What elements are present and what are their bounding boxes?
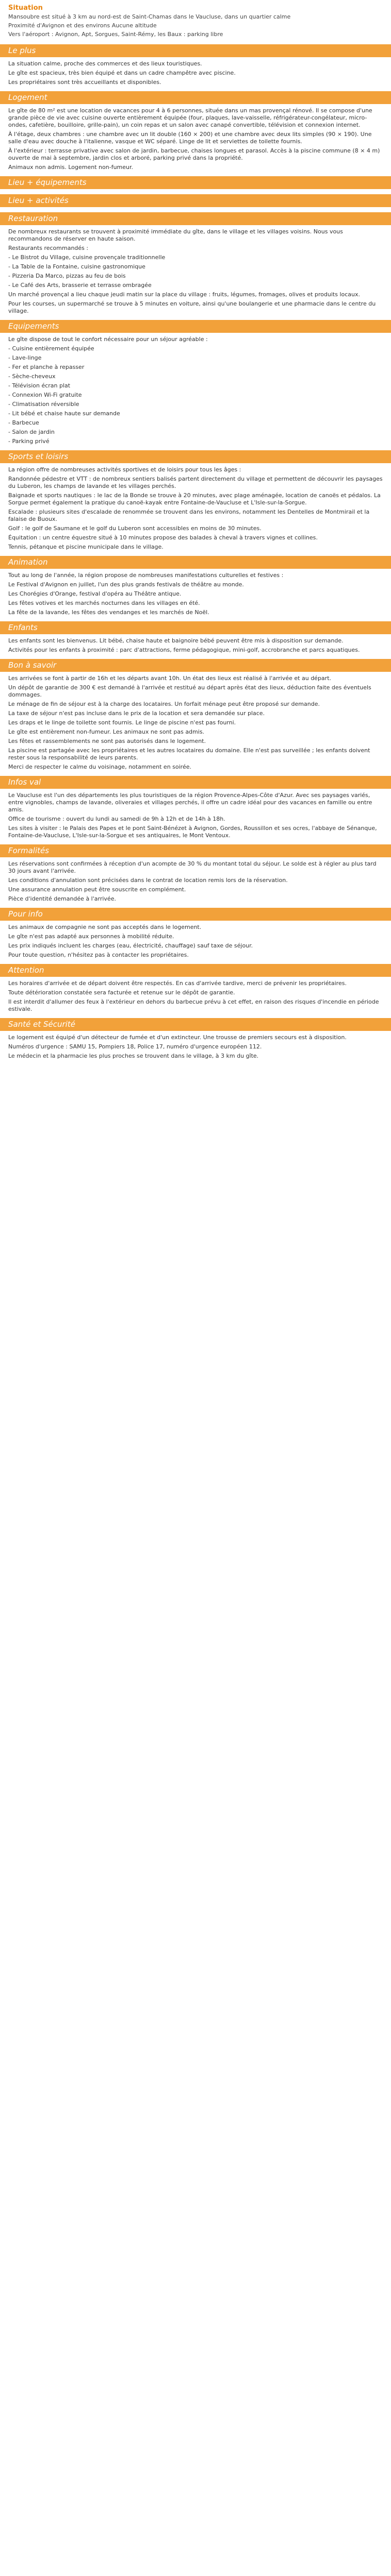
section-body — [0, 860, 391, 903]
section-paragraph: Un dépôt de garantie de 300 € est demandé à l'arrivée et restitué au départ après état des lieux, déduction faite des éventuels dommages. — [8, 684, 371, 698]
section-paragraph: Les fêtes et rassemblements ne sont pas autorisés dans le logement. — [8, 738, 206, 744]
section-paragraph: Numéros d'urgence : SAMU 15, Pompiers 18, Police 17, numéro d'urgence européen 112. — [8, 1043, 262, 1050]
section-paragraph: Le gîte est spacieux, très bien équipé et dans un cadre champêtre avec piscine. — [8, 70, 236, 76]
section-paragraph: Les draps et le linge de toilette sont fournis. Le linge de piscine n'est pas fourni. — [8, 719, 236, 726]
section-paragraph: Les Chorégies d'Orange, festival d'opéra au Théâtre antique. — [8, 590, 182, 597]
section-paragraph: - Télévision écran plat — [8, 382, 71, 389]
section-paragraph: Tout au long de l'année, la région propose de nombreuses manifestations culturelles et festives : — [8, 572, 284, 579]
section-paragraph: - Lave-linge — [8, 354, 42, 361]
section-body — [0, 572, 391, 616]
section-paragraph: Merci de respecter le calme du voisinage, notamment en soirée. — [8, 764, 191, 770]
section-heading: Formalités — [0, 844, 391, 857]
section-paragraph: - Parking privé — [8, 438, 50, 445]
section-body — [0, 980, 391, 1013]
section-paragraph: La piscine est partagée avec les propriétaires et les autres locataires du domaine. Elle n'est pas surveillée ; les enfants doivent rester sous la responsabilité de leurs parents. — [8, 747, 370, 761]
section-paragraph: La fête de la lavande, les fêtes des vendanges et les marchés de Noël. — [8, 609, 209, 616]
section-paragraph: Le Festival d'Avignon en juillet, l'un des plus grands festivals de théâtre au monde. — [8, 581, 244, 588]
section-paragraph: Les prix indiqués incluent les charges (eau, électricité, chauffage) sauf taxe de séjour. — [8, 942, 253, 949]
section-paragraph: - Salon de jardin — [8, 429, 55, 435]
section-heading: Animation — [0, 556, 391, 569]
section-paragraph: Toute détérioration constatée sera facturée et retenue sur le dépôt de garantie. — [8, 989, 235, 996]
section-body — [0, 924, 391, 959]
section-paragraph: - Climatisation réversible — [8, 401, 79, 408]
intro-line: Proximité d'Avignon et des environs Aucune altitude — [8, 22, 157, 29]
section-paragraph: - Le Café des Arts, brasserie et terrasse ombragée — [8, 282, 152, 289]
section-paragraph: Le médecin et la pharmacie les plus proches se trouvent dans le village, à 3 km du gîte. — [8, 1053, 259, 1059]
section-paragraph: Restaurants recommandés : — [8, 245, 89, 251]
section-paragraph: Baignade et sports nautiques : le lac de la Bonde se trouve à 20 minutes, avec plage aménagée, location de canoës et pédalos. La Sorgue permet également la pratique du canoë-kayak entre Fontaine-de-Vaucluse et L'Isle-sur-la-Sorgue. — [8, 492, 381, 506]
section-paragraph: Équitation : un centre équestre situé à 10 minutes propose des balades à cheval à travers vignes et collines. — [8, 534, 318, 541]
section-paragraph: Les propriétaires sont très accueillants et disponibles. — [8, 79, 161, 86]
section-paragraph: Les animaux de compagnie ne sont pas acceptés dans le logement. — [8, 924, 202, 930]
section-paragraph: Pièce d'identité demandée à l'arrivée. — [8, 895, 116, 902]
section-paragraph: Pour toute question, n'hésitez pas à contacter les propriétaires. — [8, 952, 189, 958]
section-paragraph: À l'étage, deux chambres : une chambre avec un lit double (160 × 200) et une chambre avec deux lits simples (90 × 190). Une salle d'eau avec douche à l'italienne, vasque et WC séparé. Linge de lit et serviettes de toilette fournis. — [8, 131, 372, 145]
section-paragraph: Tennis, pétanque et piscine municipale dans le village. — [8, 544, 164, 550]
section-paragraph: Les horaires d'arrivée et de départ doivent être respectés. En cas d'arrivée tardive, merci de prévenir les propriétaires. — [8, 980, 347, 987]
section-heading: Attention — [0, 964, 391, 977]
section-heading: Restauration — [0, 212, 391, 225]
section-paragraph: La taxe de séjour n'est pas incluse dans le prix de la location et sera demandée sur place. — [8, 710, 265, 717]
section-paragraph: - Le Bistrot du Village, cuisine provençale traditionnelle — [8, 254, 166, 261]
section-paragraph: Le Vaucluse est l'un des départements les plus touristiques de la région Provence-Alpes-Côte d'Azur. Avec ses paysages variés, entre vignobles, champs de lavande, oliveraies et villages perchés, il offre un cadre idéal pour des vacances en famille ou entre amis. — [8, 792, 372, 813]
section-paragraph: Le gîte dispose de tout le confort nécessaire pour un séjour agréable : — [8, 336, 208, 343]
section-paragraph: - Pizzeria Da Marco, pizzas au feu de bois — [8, 273, 126, 279]
section-paragraph: Les sites à visiter : le Palais des Papes et le pont Saint-Bénézet à Avignon, Gordes, Roussillon et ses ocres, l'abbaye de Sénanque, Fontaine-de-Vaucluse, L'Isle-sur-la-Sorgue et ses antiquaires, le Mont Ventoux. — [8, 825, 377, 839]
section-body — [0, 466, 391, 551]
section-heading: Enfants — [0, 621, 391, 634]
section-paragraph: - Connexion Wi-Fi gratuite — [8, 392, 82, 398]
section-paragraph: Le gîte n'est pas adapté aux personnes à mobilité réduite. — [8, 933, 174, 940]
section-paragraph: Le gîte de 80 m² est une location de vacances pour 4 à 6 personnes, située dans un mas provençal rénové. Il se compose d'une grande pièce de vie avec cuisine ouverte entièrement équipée (four, plaques, lave-vaisselle, réfrigérateur-congélateur, micro-ondes, cafetière, bouilloire, grille-pain), un coin repas et un salon avec canapé convertible, télévision et connexion internet. — [8, 107, 372, 128]
section-body — [0, 1034, 391, 1060]
section-body — [0, 228, 391, 315]
section-paragraph: Une assurance annulation peut être souscrite en complément. — [8, 886, 186, 893]
section-heading: Bon à savoir — [0, 659, 391, 672]
section-paragraph: - Lit bébé et chaise haute sur demande — [8, 410, 120, 417]
section-heading: Infos val — [0, 776, 391, 789]
section-paragraph: La situation calme, proche des commerces et des lieux touristiques. — [8, 60, 202, 67]
section-heading: Santé et Sécurité — [0, 1018, 391, 1031]
section-heading: Le plus — [0, 44, 391, 57]
section-paragraph: - La Table de la Fontaine, cuisine gastronomique — [8, 263, 145, 270]
section-paragraph: Pour les courses, un supermarché se trouve à 5 minutes en voiture, ainsi qu'une boulangerie et une pharmacie dans le centre du village. — [8, 300, 376, 314]
intro-title: Situation — [8, 4, 43, 12]
page — [0, 0, 391, 1060]
section-paragraph: - Fer et planche à repasser — [8, 364, 85, 370]
section-paragraph: Les enfants sont les bienvenus. Lit bébé, chaise haute et baignoire bébé peuvent être mis à disposition sur demande. — [8, 637, 344, 644]
section-paragraph: Les réservations sont confirmées à réception d'un acompte de 30 % du montant total du séjour. Le solde est à régler au plus tard 30 jours avant l'arrivée. — [8, 860, 377, 874]
section-paragraph: Il est interdit d'allumer des feux à l'extérieur en dehors du barbecue prévu à cet effet, en raison des risques d'incendie en période estivale. — [8, 998, 379, 1012]
section-heading: Lieu + activités — [0, 194, 391, 207]
section-heading: Logement — [0, 91, 391, 104]
section-paragraph: De nombreux restaurants se trouvent à proximité immédiate du gîte, dans le village et les villages voisins. Nous vous recommandons de réserver en haute saison. — [8, 228, 343, 242]
section-paragraph: Le ménage de fin de séjour est à la charge des locataires. Un forfait ménage peut être proposé sur demande. — [8, 701, 320, 707]
section-body — [0, 60, 391, 86]
section-body — [0, 107, 391, 171]
section-body — [0, 675, 391, 771]
section-paragraph: Les fêtes votives et les marchés nocturnes dans les villages en été. — [8, 600, 200, 606]
section-paragraph: La région offre de nombreuses activités sportives et de loisirs pour tous les âges : — [8, 466, 241, 473]
section-paragraph: Un marché provençal a lieu chaque jeudi matin sur la place du village : fruits, légumes, fromages, olives et produits locaux. — [8, 291, 361, 298]
section-paragraph: Les conditions d'annulation sont précisées dans le contrat de location remis lors de la réservation. — [8, 877, 288, 884]
section-heading: Equipements — [0, 320, 391, 333]
section-heading: Pour info — [0, 908, 391, 921]
section-paragraph: Les arrivées se font à partir de 16h et les départs avant 10h. Un état des lieux est réalisé à l'arrivée et au départ. — [8, 675, 332, 682]
section-paragraph: Escalade : plusieurs sites d'escalade de renommée se trouvent dans les environs, notamment les Dentelles de Montmirail et la falaise de Buoux. — [8, 509, 370, 522]
section-paragraph: Le gîte est entièrement non-fumeur. Les animaux ne sont pas admis. — [8, 728, 205, 735]
sections-container — [0, 44, 391, 1060]
section-paragraph: Randonnée pédestre et VTT : de nombreux sentiers balisés partent directement du village et permettent de découvrir les paysages du Luberon, les champs de lavande et les villages perchés. — [8, 476, 383, 489]
section-body — [0, 336, 391, 445]
intro-line: Mansoubre est situé à 3 km au nord-est de Saint-Chamas dans le Vaucluse, dans un quartier calme — [8, 13, 291, 20]
intro-block — [0, 0, 391, 42]
intro-line: Vers l'aéroport : Avignon, Apt, Sorgues, Saint-Rémy, les Baux : parking libre — [8, 31, 223, 38]
section-heading: Lieu + équipements — [0, 176, 391, 189]
section-paragraph: Golf : le golf de Saumane et le golf du Luberon sont accessibles en moins de 30 minutes. — [8, 525, 262, 532]
section-paragraph: - Cuisine entièrement équipée — [8, 345, 94, 352]
section-heading: Sports et loisirs — [0, 450, 391, 463]
section-paragraph: Animaux non admis. Logement non-fumeur. — [8, 164, 134, 171]
section-body — [0, 637, 391, 654]
section-paragraph: - Sèche-cheveux — [8, 373, 56, 380]
section-paragraph: Le logement est équipé d'un détecteur de fumée et d'un extincteur. Une trousse de premiers secours est à disposition. — [8, 1034, 347, 1041]
section-body — [0, 792, 391, 839]
section-paragraph: À l'extérieur : terrasse privative avec salon de jardin, barbecue, chaises longues et parasol. Accès à la piscine commune (8 × 4 m) ouverte de mai à septembre, jardin clos et arboré, parking privé dans la propriété. — [8, 147, 380, 161]
section-paragraph: - Barbecue — [8, 419, 39, 426]
section-paragraph: Activités pour les enfants à proximité : parc d'attractions, ferme pédagogique, mini-golf, accrobranche et parcs aquatiques. — [8, 647, 360, 653]
section-paragraph: Office de tourisme : ouvert du lundi au samedi de 9h à 12h et de 14h à 18h. — [8, 816, 225, 822]
